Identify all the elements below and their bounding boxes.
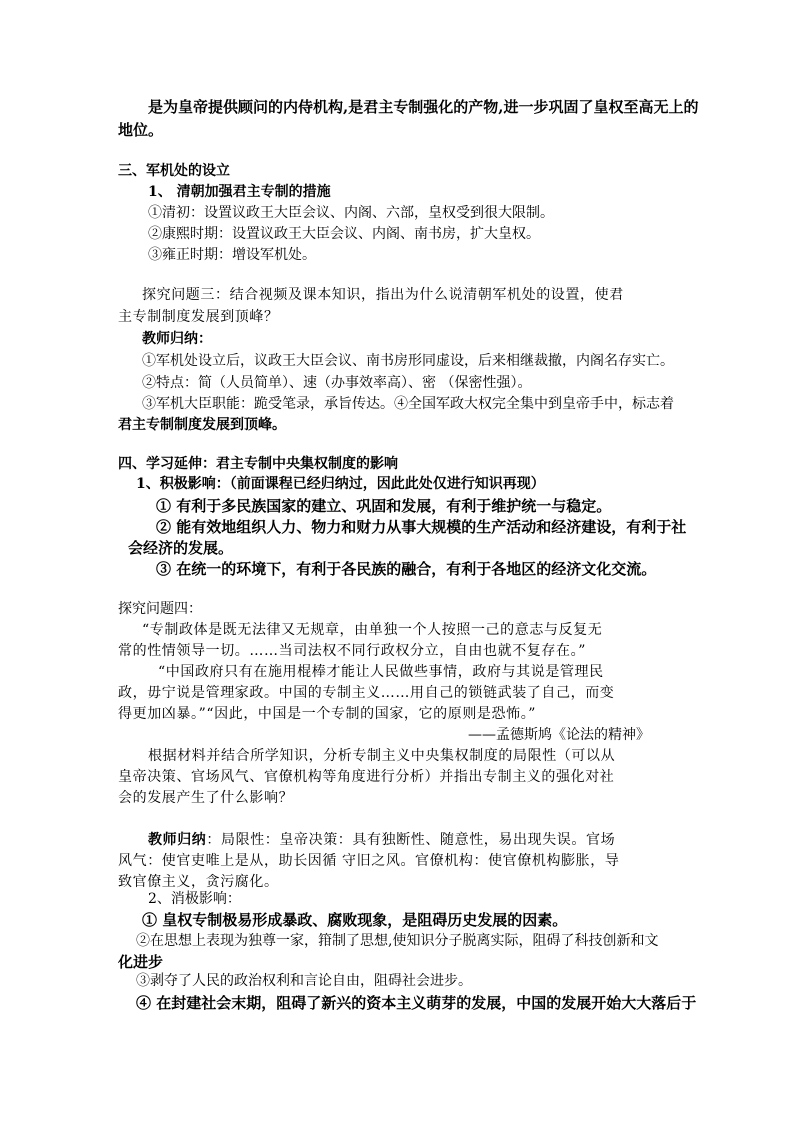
question-4-line: 根据材料并结合所学知识，分析专制主义中央集权制度的局限性（可以从	[148, 748, 616, 764]
section-title-4: 四、学习延伸：君主专制中央集权制度的影响	[118, 456, 398, 472]
paragraph-line: 是为皇帝提供顾问的内侍机构,是君主专制强化的产物,进一步巩固了皇权至高无上的	[148, 98, 699, 116]
subsection-title: 1、 清朝加强君主专制的措施	[148, 184, 331, 200]
summary-line: 君主专制制度发展到顶峰。	[118, 417, 286, 433]
list-item: 会经济的发展。	[128, 539, 234, 557]
list-item: ③雍正时期：增设军机处。	[148, 247, 316, 263]
quote-line: 常的性情领导一切。……当司法权不同行政权分立，自由也就不复存在。”	[118, 643, 586, 659]
subsection-title: 2、消极影响：	[148, 891, 241, 907]
question-3-line: 探究问题三：结合视频及课本知识，指出为什么说清朝军机处的设置，使君	[142, 287, 624, 303]
paragraph-line: 地位。	[118, 121, 164, 139]
quote-line: 政，毋宁说是管理家政。中国的专制主义……用自己的锁链武装了自己，而变	[118, 685, 615, 701]
list-item: 化进步	[118, 953, 164, 971]
quote-line: 得更加凶暴。”“因此，中国是一个专制的国家，它的原则是恐怖。”	[118, 706, 537, 722]
list-item: ④ 在封建社会末期，阻碍了新兴的资本主义萌芽的发展，中国的发展开始大大落后于	[136, 994, 697, 1012]
list-item: ②在思想上表现为独尊一家，箝制了思想,使知识分子脱离实际，阻碍了科技创新和文	[136, 933, 659, 949]
list-item: ①清初：设置议政王大臣会议、内阁、六部，皇权受到很大限制。	[148, 205, 554, 221]
summary-line	[148, 832, 615, 849]
question-3-line: 主专制制度发展到顶峰？	[118, 309, 279, 325]
list-item: ② 能有效地组织人力、物力和财力从事大规模的生产活动和经济建设，有利于社	[156, 518, 687, 536]
question-4-label: 探究问题四：	[118, 601, 202, 617]
list-item: ① 有利于多民族国家的建立、巩固和发展，有利于维护统一与稳定。	[156, 497, 612, 515]
quote-line: “中国政府只有在施用棍棒才能让人民做些事情，政府与其说是管理民	[158, 664, 604, 680]
subsection-title: 1、积极影响：（前面课程已经归纳过，因此此处仅进行知识再现）	[136, 476, 545, 492]
question-4-line: 皇帝决策、官场风气、官僚机构等角度进行分析）并指出专制主义的强化对社	[118, 769, 615, 785]
list-item: ③ 在统一的环境下，有利于各民族的融合，有利于各地区的经济文化交流。	[156, 560, 657, 578]
question-4-line: 会的发展产生了什么影响？	[118, 790, 294, 806]
list-item: ① 皇权专制极易形成暴政、腐败现象，是阻碍历史发展的因素。	[142, 911, 568, 929]
quote-source: ——孟德斯鸠《论法的精神》	[468, 727, 650, 743]
summary-line: 风气：使官吏唯上是从，助长因循 守旧之风。官僚机构：使官僚机构膨胀，导	[118, 853, 620, 869]
summary-text: ：局限性：皇帝决策：具有独断性、随意性，易出现失误。官场	[206, 832, 616, 848]
list-item: ③剥夺了人民的政治权利和言论自由，阻碍社会进步。	[136, 973, 472, 989]
summary-line: ③军机大臣职能：跪受笔录，承旨传达。④全国军政大权完全集中到皇帝手中，标志着	[142, 396, 674, 412]
teacher-summary-label: 教师归纳	[148, 832, 207, 848]
summary-line: 致官僚主义，贪污腐化。	[118, 874, 279, 890]
section-title-3: 三、军机处的设立	[118, 163, 230, 179]
summary-line: ①军机处设立后，议政王大臣会议、南书房形同虚设，后来相继裁撤，内阁名存实亡。	[142, 353, 674, 369]
list-item: ②康熙时期：设置议政王大臣会议、内阁、南书房，扩大皇权。	[148, 226, 540, 242]
teacher-summary-label: 教师归纳：	[142, 331, 212, 347]
quote-line: “专制政体是既无法律又无规章，由单独一个人按照一己的意志与反复无	[142, 622, 603, 638]
summary-line: ②特点：简（人员简单）、速（办事效率高）、密 （保密性强）。	[142, 375, 532, 391]
